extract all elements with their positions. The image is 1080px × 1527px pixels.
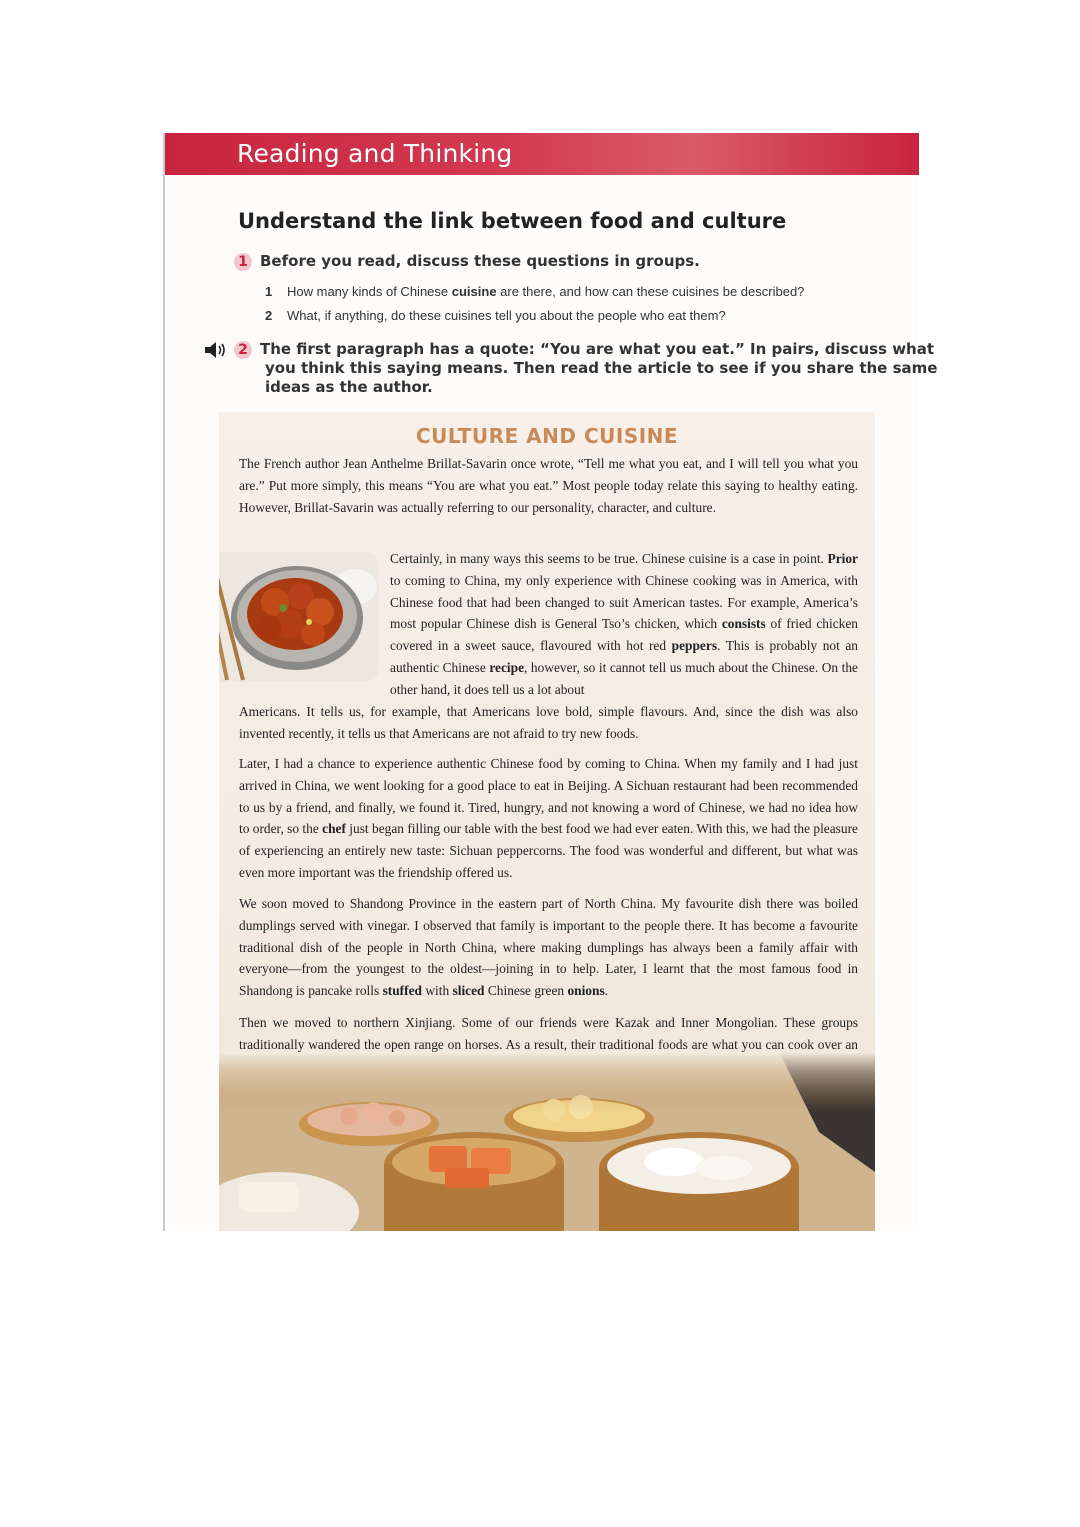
- vocab-word: sliced: [452, 983, 485, 999]
- page-heading: Understand the link between food and culture: [238, 209, 787, 233]
- question-text: How many kinds of Chinese: [287, 284, 452, 299]
- paragraph-4: We soon moved to Shandong Province in the eastern part of North China. My favourite dish there was boiled dumplings served with vinegar. I observed that family is important to the people there. It has become a favourite traditional dish of the people in North China, where making dumplings has always been a family affair with everyone—from the youngest to the oldest—joining in to help. Later, I learnt that the most famous food in Shandong is pancake rolls stuffed with sliced Chinese green onions.: [239, 896, 858, 999]
- paragraph-5: Then we moved to northern Xinjiang. Some of our friends were Kazak and Inner Mongolian. These groups traditionally wandered the open range on horses. As a result, their traditional foods are what you can cook over an: [239, 1012, 858, 1077]
- task-instruction: Before you read, discuss these questions in groups.: [260, 252, 700, 270]
- question-number: 2: [265, 308, 273, 323]
- section-banner: [165, 133, 919, 175]
- task-2: [234, 340, 937, 397]
- speaker-icon[interactable]: [203, 341, 227, 359]
- question-text: are there, and how can these cuisines be described?: [496, 284, 805, 299]
- question-number: 1: [265, 284, 273, 299]
- vocab-word: recipe: [489, 659, 525, 675]
- vocab-word: chef: [322, 821, 346, 837]
- vocab-word: cuisine: [451, 284, 497, 299]
- vocab-word: stuffed: [382, 983, 422, 999]
- task-number: 2: [234, 341, 252, 359]
- vocab-word: consists: [721, 616, 766, 632]
- article-box: [219, 412, 875, 1231]
- task-instruction: ideas as the author.: [265, 378, 433, 396]
- task-1: [234, 252, 700, 271]
- dim-sum-photo: [219, 1052, 875, 1231]
- chicken-dish-photo: [219, 552, 379, 682]
- page-edge: [163, 133, 165, 1231]
- vocab-word: onions: [567, 983, 605, 999]
- vocab-word: Prior: [827, 551, 858, 566]
- task-number: 1: [234, 253, 252, 271]
- question-text: What, if anything, do these cuisines tell you about the people who eat them?: [287, 308, 726, 323]
- section-title: Reading and Thinking: [237, 139, 513, 168]
- article-title: CULTURE AND CUISINE: [415, 424, 679, 448]
- task-instruction: you think this saying means. Then read the article to see if you share the same: [265, 359, 938, 377]
- task-instruction: The first paragraph has a quote: “You are what you eat.” In pairs, discuss what: [260, 340, 935, 358]
- vocab-word: peppers: [671, 638, 718, 654]
- question-2: [265, 308, 726, 323]
- question-1: [265, 284, 804, 299]
- paragraph-2-continued: Americans. It tells us, for example, that Americans love bold, simple flavours. And, since the dish was also invented recently, it tells us that Americans are not afraid to try new foods.: [239, 704, 858, 741]
- paragraph-2: Certainly, in many ways this seems to be true. Chinese cuisine is a case in point. Prior to coming to China, my only experience with Chinese cooking was in America, with Chinese food that had been changed to suit American tastes. For example, America’s most popular Chinese dish is General Tso’s chicken, which consists of fried chicken covered in a sweet sauce, flavoured with hot red peppers. This is probably not an authentic Chinese recipe, however, so it cannot tell us much about the Chinese. On the other hand, it does tell us a lot about: [390, 551, 859, 697]
- paragraph-1: The French author Jean Anthelme Brillat-Savarin once wrote, “Tell me what you eat, and I will tell you what you are.” Put more simply, this means “You are what you eat.” Most people today relate this saying to healthy eating. However, Brillat-Savarin was actually referring to our personality, character, and culture.: [239, 456, 858, 515]
- paragraph-3: Later, I had a chance to experience authentic Chinese food by coming to China. When my family and I had just arrived in China, we went looking for a good place to eat in Beijing. A Sichuan restaurant had been recommended to us by a friend, and finally, we found it. Tired, hungry, and not knowing a word of Chinese, we had no idea how to order, so the chef just began filling our table with the best food we had ever eaten. With this, we had the pleasure of experiencing an entirely new taste: Sichuan peppercorns. The food was wonderful and different, but what was even more important was the friendship offered us.: [239, 756, 858, 880]
